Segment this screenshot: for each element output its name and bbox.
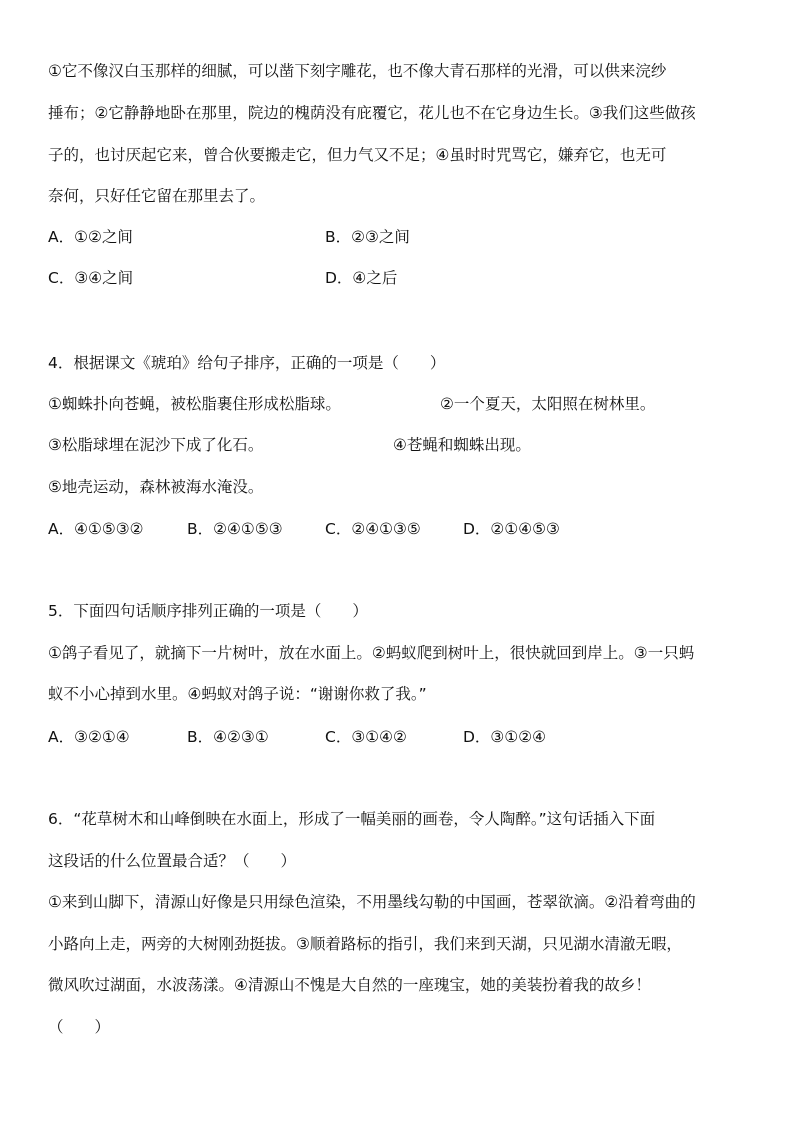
q4-option-b[interactable]: B．②④①⑤③ — [187, 520, 283, 538]
q4-item: ⑤地壳运动，森林被海水淹没。 — [48, 478, 264, 496]
q4-option-d[interactable]: D．②①④⑤③ — [463, 520, 560, 538]
q6-line: ①来到山脚下，清源山好像是只用绿色渲染，不用墨线勾勒的中国画，苍翠欲滴。②沿着弯曲的 — [48, 893, 696, 911]
passage-line: 奈何，只好任它留在那里去了。 — [48, 187, 266, 205]
q4-option-c[interactable]: C．②④①③⑤ — [325, 520, 421, 538]
q6-answer-blank[interactable]: （ ） — [48, 1018, 111, 1036]
passage-line: ①它不像汉白玉那样的细腻，可以凿下刻字雕花，也不像大青石那样的光滑，可以供来浣纱 — [48, 62, 667, 80]
q5-option-d[interactable]: D．③①②④ — [463, 728, 547, 746]
q4-item: ①蜘蛛扑向苍蝇，被松脂裹住形成松脂球。 — [48, 395, 341, 413]
q5-option-a[interactable]: A．③②①④ — [48, 728, 130, 746]
q4-option-a[interactable]: A．④①⑤③② — [48, 520, 144, 538]
q4-item: ②一个夏天，太阳照在树林里。 — [440, 395, 656, 413]
q4-item: ④苍蝇和蜘蛛出现。 — [393, 436, 531, 454]
question-4-stem: 4．根据课文《琥珀》给句子排序，正确的一项是（ ） — [48, 354, 446, 372]
q5-line: 蚁不小心掉到水里。④蚂蚁对鸽子说：“谢谢你救了我。” — [48, 685, 427, 703]
q6-line: 小路向上走，两旁的大树刚劲挺拔。③顺着路标的指引，我们来到天湖，只见湖水清澈无暇， — [48, 935, 682, 953]
question-6-stem: 6．“花草树木和山峰倒映在水面上，形成了一幅美丽的画卷，令人陶醉。”这句话插入下面 — [48, 810, 656, 828]
q5-line: ①鸽子看见了，就摘下一片树叶，放在水面上。②蚂蚁爬到树叶上，很快就回到岸上。③一只蚂 — [48, 644, 695, 662]
passage-line: 子的，也讨厌起它来，曾合伙要搬走它，但力气又不足；④虽时时咒骂它，嫌弃它，也无可 — [48, 146, 667, 164]
q5-option-b[interactable]: B．④②③① — [187, 728, 269, 746]
option-a[interactable]: A．①②之间 — [48, 228, 133, 246]
option-c[interactable]: C．③④之间 — [48, 269, 134, 287]
option-d[interactable]: D．④之后 — [325, 269, 398, 287]
q4-item: ③松脂球埋在泥沙下成了化石。 — [48, 436, 264, 454]
q6-line: 微风吹过湖面，水波荡漾。④清源山不愧是大自然的一座瑰宝，她的美装扮着我的故乡！ — [48, 976, 651, 994]
q5-option-c[interactable]: C．③①④② — [325, 728, 407, 746]
question-6-stem-cont: 这段话的什么位置最合适？（ ） — [48, 852, 297, 870]
question-5-stem: 5．下面四句话顺序排列正确的一项是（ ） — [48, 602, 368, 620]
option-b[interactable]: B．②③之间 — [325, 228, 410, 246]
passage-line: 捶布；②它静静地卧在那里，院边的槐荫没有庇覆它，花儿也不在它身边生长。③我们这些做孩 — [48, 104, 696, 122]
